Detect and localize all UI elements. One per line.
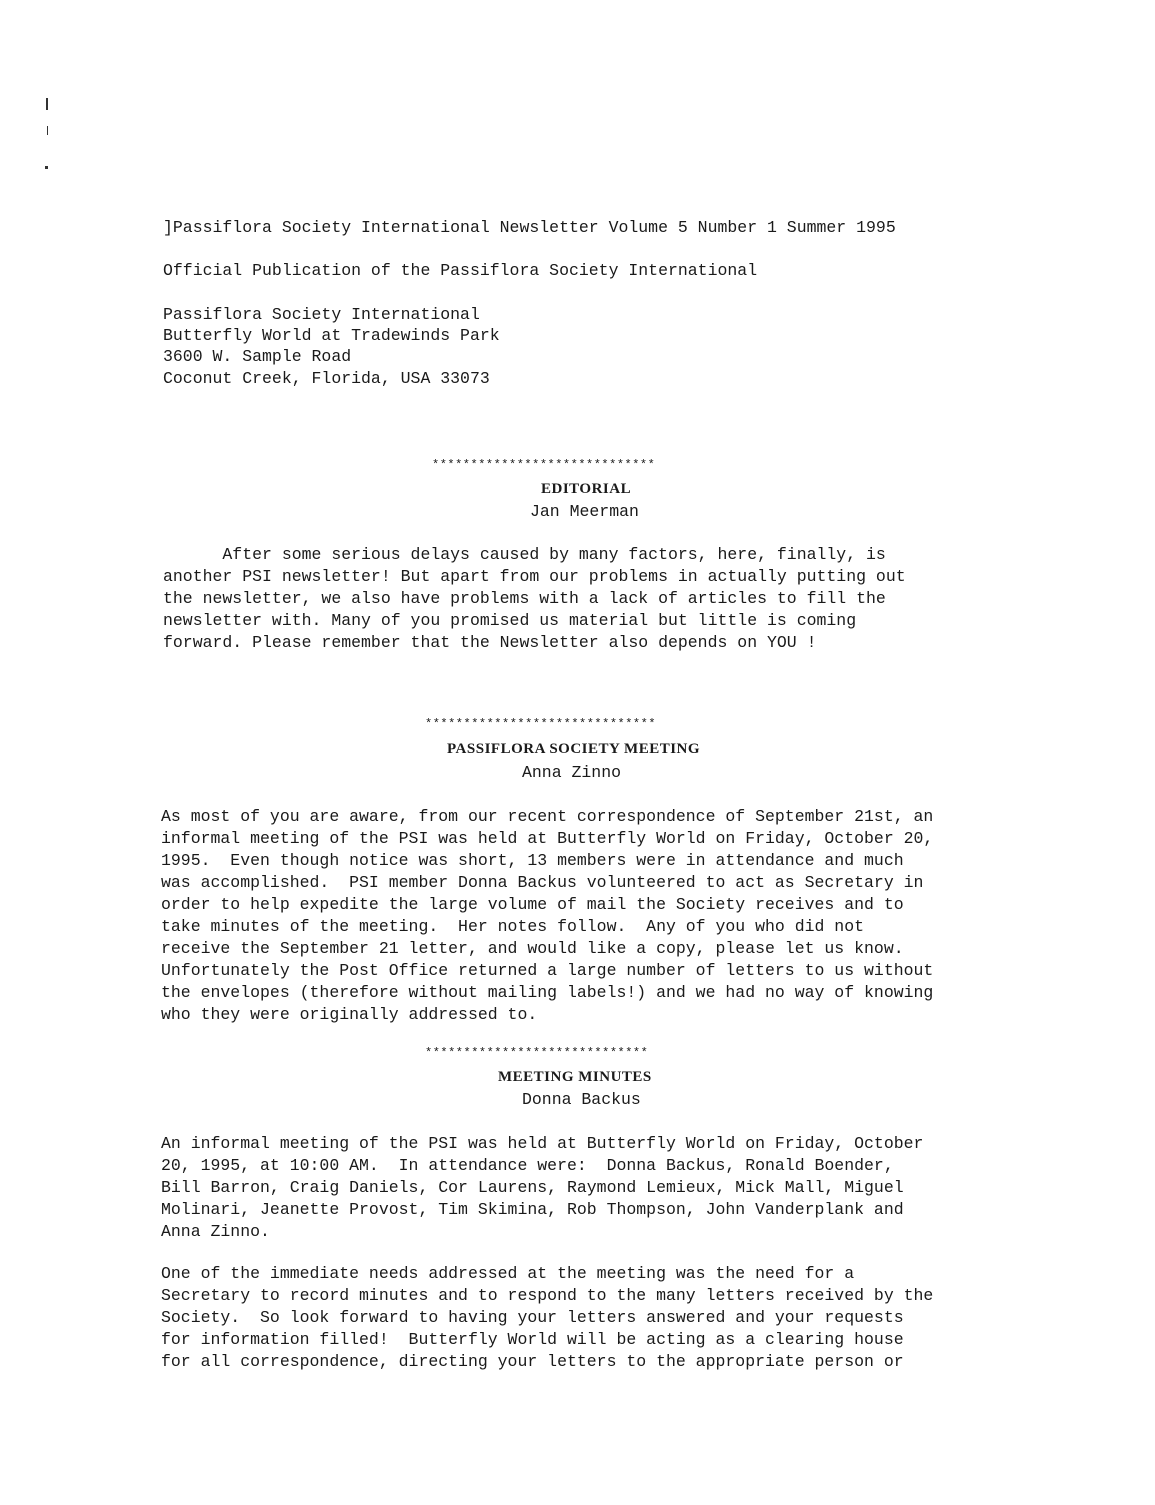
publication-subtitle: Official Publication of the Passiflora Society International — [163, 261, 758, 280]
section-separator: ***************************** — [425, 1046, 649, 1060]
section-body: As most of you are aware, from our recent correspondence of September 21st, an informal meeting of the PSI was held at Butterfly World on Friday, October 20, 1995. Even though notice was short, 13 members were in attendance and much was accomplished. PSI member Donna Backus volunteered to act as Secretary in order to help expedite the large volume of mail the Society receives and to take minutes of the meeting. Her notes follow. Any of you who did not receive the September 21 letter, and would like a copy, please let us know. Unfortunately the Post Office returned a large number of letters to us without the envelopes (therefore without mailing labels!) and we had no way of knowing who they were originally addressed to. — [161, 807, 934, 1024]
section-heading: EDITORIAL — [541, 481, 632, 497]
scan-speck — [47, 126, 48, 135]
address-line: Coconut Creek, Florida, USA 33073 — [163, 369, 490, 388]
section-heading: MEETING MINUTES — [498, 1069, 652, 1085]
section-heading: PASSIFLORA SOCIETY MEETING — [447, 741, 701, 757]
address-line: 3600 W. Sample Road — [163, 347, 352, 366]
section-author: Anna Zinno — [522, 763, 622, 782]
address-line: Butterfly World at Tradewinds Park — [163, 326, 500, 345]
section-body: An informal meeting of the PSI was held at Butterfly World on Friday, October 20, 1995, at 10:00 AM. In attendance were: Donna Backus, Ronald Boender, Bill Barron, Craig Daniels, Cor Laurens, Raymond Lemieux, Mick Mall, Miguel Molinari, Jeanette Provost, Tim Skimina, Rob Thompson, John Vanderplank and Anna Zinno. — [161, 1134, 924, 1241]
newsletter-title-line: ]Passiflora Society International Newsletter Volume 5 Number 1 Summer 1995 — [163, 218, 896, 237]
section-author: Jan Meerman — [530, 502, 639, 521]
section-separator: ****************************** — [425, 717, 657, 731]
section-body: After some serious delays caused by many factors, here, finally, is another PSI newsletter! But apart from our problems in actually putting out the newsletter, we also have problems with a lack of articles to fill the newsletter with. Many of you promised us material but little is coming forward. Please remember that the Newsletter also depends on YOU ! — [163, 545, 906, 652]
section-author: Donna Backus — [522, 1090, 641, 1109]
address-line: Passiflora Society International — [163, 305, 480, 324]
scan-speck — [46, 98, 48, 110]
section-separator: ***************************** — [432, 458, 656, 472]
section-body-continued: One of the immediate needs addressed at the meeting was the need for a Secretary to record minutes and to respond to the many letters received by the Society. So look forward to having your letters answered and your requests for information filled! Butterfly World will be acting as a clearing house for all correspondence, directing your letters to the appropriate person or — [161, 1264, 934, 1371]
scan-speck — [45, 166, 48, 169]
